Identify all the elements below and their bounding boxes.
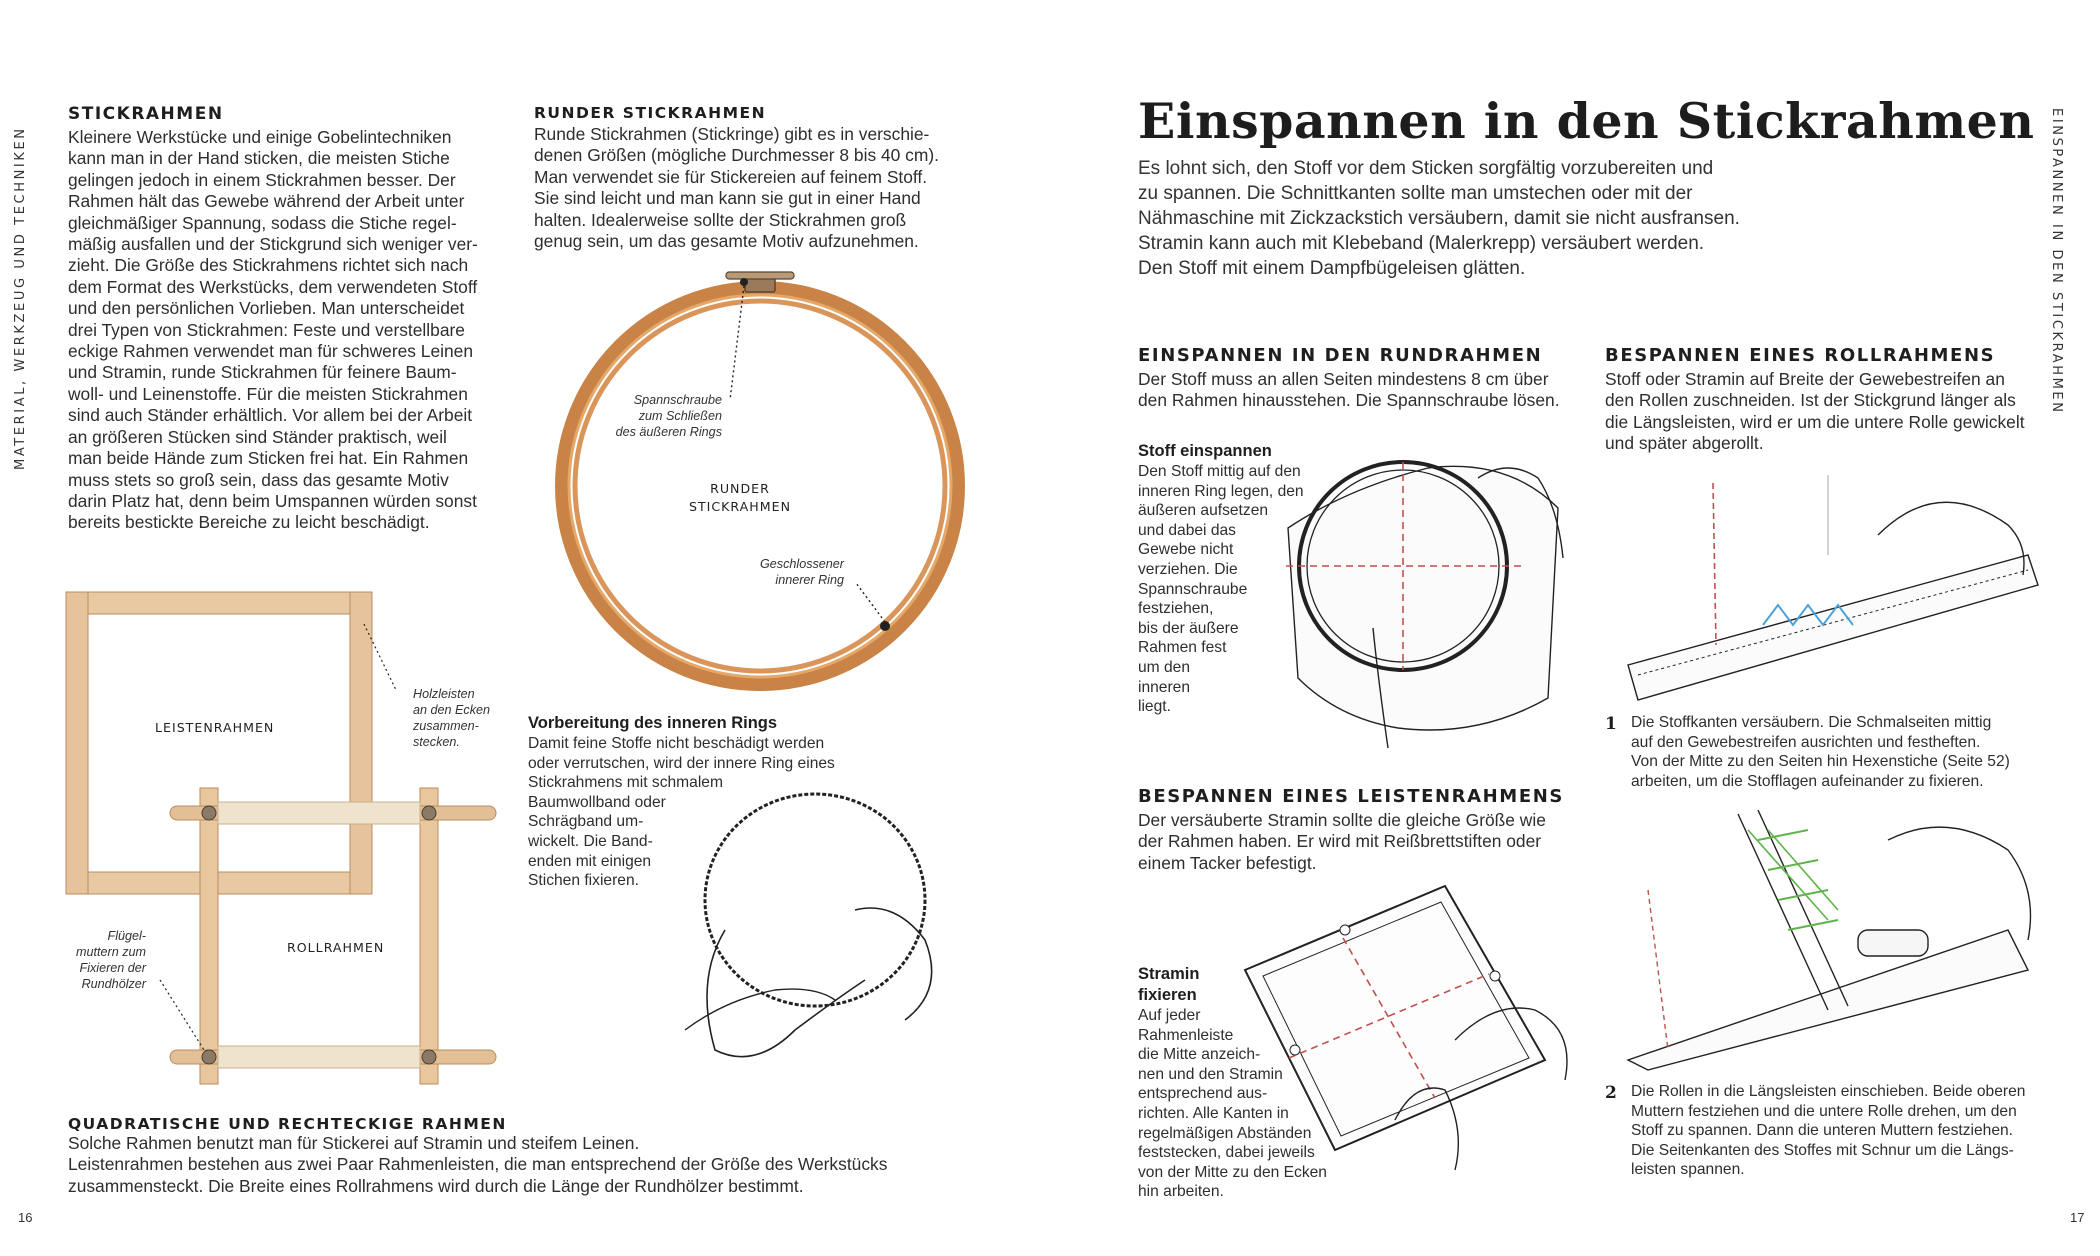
left-vertical-running-head: MATERIAL, WERKZEUG UND TECHNIKEN (13, 126, 28, 470)
text-line: Stramin kann auch mit Klebeband (Malerkrepp) versäubert werden. (1138, 233, 1705, 254)
quadratische-body (68, 1133, 968, 1197)
right-page-number: 17 (2070, 1210, 2085, 1225)
text-line: zusammensteckt. Die Breite eines Rollrahmens wird durch die Länge der Rundhölzer bestimmt. (68, 1175, 804, 1196)
runder-section (534, 104, 964, 252)
text-line: der Rahmen haben. Er wird mit Reißbrettstiften oder (1138, 831, 1542, 852)
text-line: regelmäßigen Abständen (1138, 1124, 1312, 1142)
rundrahmen-body (1138, 369, 1578, 412)
wingnut-caption: Flügel- muttern zum Fixieren der Rundhölzer (76, 929, 146, 991)
text-line: arbeiten, um die Stofflagen aufeinander zu fixieren. (1631, 772, 1984, 790)
roller-frame-illustration (160, 780, 520, 1090)
herringbone-stitch-illustration (1628, 475, 2040, 705)
text-line: Die Rollen in die Längsleisten einschieben. Beide oberen (1631, 1083, 2026, 1100)
text-line: Stickrahmens mit schmalem (528, 774, 723, 792)
text-line: Stoff oder Stramin auf Breite der Gewebestreifen an (1605, 369, 2005, 389)
rollrahmen-section (1605, 345, 2045, 455)
pinning-canvas-illustration (1245, 880, 1590, 1170)
stickrahmen-section (68, 104, 508, 534)
text-line: und Stramin, runde Stickrahmen für feinere Baum- (68, 362, 457, 383)
text-line: Leistenrahmen bestehen aus zwei Paar Rahmenleisten, die man entsprechend der Größe des Werkstücks (68, 1154, 888, 1175)
text-line: Solche Rahmen benutzt man für Stickerei auf Stramin und steifem Leinen. (68, 1133, 640, 1153)
step-2-number: 2 (1605, 1083, 1617, 1103)
text-line: richten. Alle Kanten in (1138, 1104, 1289, 1122)
right-vertical-running-head: EINSPANNEN IN DEN STICKRAHMEN (2049, 108, 2064, 415)
text-line: zu spannen. Die Schnittkanten sollte man umstechen oder mit der (1138, 183, 1693, 204)
text-line: die Mitte anzeich- (1138, 1046, 1261, 1064)
text-line: Gewebe nicht (1138, 541, 1234, 559)
text-line: Muttern festziehen und die untere Rolle drehen, um den (1631, 1102, 2017, 1120)
text-line: muss stets so groß sein, dass das gesamte Motiv (68, 469, 449, 490)
text-line: zieht. Die Größe des Stickrahmens richtet sich nach (68, 255, 469, 276)
stramin-fixieren-heading: Stramin fixieren (1138, 965, 1200, 1004)
stickrahmen-heading: STICKRAHMEN (68, 104, 224, 124)
text-line: inneren Ring legen, den (1138, 482, 1304, 500)
runder-heading: RUNDER STICKRAHMEN (534, 104, 767, 122)
text-line: Runde Stickrahmen (Stickringe) gibt es in verschie- (534, 124, 930, 144)
text-line: Auf jeder (1138, 1007, 1201, 1024)
text-line: Schrägband um- (528, 813, 644, 831)
text-line: um den (1138, 658, 1191, 676)
step-1 (1605, 713, 2045, 791)
text-line: inneren (1138, 678, 1191, 696)
text-line: festziehen, (1138, 600, 1214, 618)
leistenrahmen-body (1138, 810, 1578, 874)
vorbereitung-heading: Vorbereitung des inneren Rings (528, 714, 778, 732)
rollrahmen-body (1605, 369, 2045, 455)
text-line: hin arbeiten. (1138, 1183, 1224, 1201)
text-line: gelingen jedoch in einem Stickrahmen besser. Der (68, 169, 456, 190)
roller-frame-tensioning-illustration (1628, 810, 2040, 1070)
text-line: Sie sind leicht und man kann sie gut in einer Hand (534, 188, 921, 209)
leistenrahmen-section (1138, 786, 1578, 874)
rollrahmen-heading: BESPANNEN EINES ROLLRAHMENS (1605, 345, 1996, 366)
text-line: oder verrutschen, wird der innere Ring eines (528, 754, 835, 772)
text-line: und dabei das (1138, 521, 1236, 539)
text-line: von der Mitte zu den Ecken (1138, 1163, 1327, 1181)
round-hoop-label: RUNDER STICKRAHMEN (688, 481, 792, 514)
hands-hooping-fabric-illustration (1278, 448, 1568, 753)
text-line: woll- und Leinenstoffe. Für die meisten Stickrahmen (68, 383, 468, 404)
text-line: man beide Hände zum Sticken frei hat. Ein Rahmen (68, 448, 469, 469)
hoop-screw-bar (726, 272, 794, 279)
text-line: halten. Idealerweise sollte der Stickrahmen groß (534, 209, 907, 230)
text-line: leisten spannen. (1631, 1161, 1745, 1179)
text-line: Den Stoff mit einem Dampfbügeleisen glätten. (1138, 258, 1526, 279)
text-line: Von der Mitte zu den Seiten hin Hexenstiche (Seite 52) (1631, 753, 2010, 771)
text-line: feststecken, dabei jeweils (1138, 1144, 1315, 1162)
text-line: Den Stoff mittig auf den (1138, 463, 1301, 480)
text-line: bereits bestickte Bereiche zu leicht beschädigt. (68, 512, 430, 533)
text-line: Nähmaschine mit Zickzackstich versäubern, damit sie nicht ausfransen. (1138, 208, 1740, 229)
text-line: äußeren aufsetzen (1138, 502, 1269, 520)
left-page-number: 16 (18, 1210, 33, 1225)
text-line: denen Größen (mögliche Durchmesser 8 bis 40 cm). (534, 145, 939, 166)
screw-caption: Spannschraube zum Schließen des äußeren Rings (615, 393, 722, 439)
intro-text (1138, 156, 1778, 281)
text-line: enden mit einigen (528, 852, 652, 870)
text-line: drei Typen von Stickrahmen: Feste und verstellbare (68, 319, 465, 340)
text-line: den Rollen zuschneiden. Ist der Stickgrund länger als (1605, 390, 2016, 411)
text-line: darin Platz hat, denn beim Umspannen würden sonst (68, 490, 477, 511)
text-line: sind auch Ständer erhältlich. Vor allem bei der Arbeit (68, 405, 473, 426)
step-2 (1605, 1082, 2045, 1180)
text-line: an größeren Stücken sind Ständer praktisch, weil (68, 426, 447, 447)
text-line: Rahmen hält das Gewebe während der Arbeit unter (68, 191, 465, 212)
text-line: Man verwendet sie für Stickereien auf feinem Stoff. (534, 166, 928, 187)
inner-ring-caption: Geschlossener innerer Ring (760, 557, 844, 587)
rundrahmen-section (1138, 345, 1578, 412)
slate-wood-caption: Holzleisten an den Ecken zusammen- stecken. (413, 687, 491, 749)
text-line: Damit feine Stoffe nicht beschädigt werden (528, 735, 825, 752)
text-line: die Längsleisten, wird er um die untere Rolle gewickelt (1605, 411, 2025, 432)
text-line: Der versäuberte Stramin sollte die gleiche Größe wie (1138, 810, 1546, 830)
text-line: nen und den Stramin (1138, 1065, 1283, 1083)
text-line: einem Tacker befestigt. (1138, 852, 1317, 873)
text-line: wickelt. Die Band- (528, 832, 653, 850)
page-title: Einspannen in den Stickrahmen (1138, 92, 2035, 150)
runder-body (534, 124, 964, 252)
text-line: Die Stoffkanten versäubern. Die Schmalseiten mittig (1631, 714, 1992, 731)
text-line: genug sein, um das gesamte Motiv aufzunehmen. (534, 231, 919, 252)
quadratische-section (68, 1115, 968, 1197)
text-line: Kleinere Werkstücke und einige Gobelintechniken (68, 127, 452, 147)
text-line: bis der äußere (1138, 619, 1239, 637)
text-line: kann man in der Hand sticken, die meisten Stiche (68, 148, 450, 169)
text-line: dem Format des Werkstücks, dem verwendeten Stoff (68, 276, 478, 297)
leistenrahmen-heading: BESPANNEN EINES LEISTENRAHMENS (1138, 786, 1564, 807)
text-line: Der Stoff muss an allen Seiten mindestens 8 cm über (1138, 369, 1549, 389)
slate-frame-label: LEISTENRAHMEN (155, 720, 275, 735)
step-1-number: 1 (1605, 714, 1617, 734)
text-line: Es lohnt sich, den Stoff vor dem Sticken sorgfältig vorzubereiten und (1138, 158, 1714, 179)
step-2-body (1631, 1082, 2045, 1180)
hand-wrapping-ring-illustration (665, 790, 965, 1080)
text-line: Baumwollband oder (528, 793, 666, 811)
text-line: den Rahmen hinausstehen. Die Spannschraube lösen. (1138, 390, 1560, 411)
step-1-body (1631, 713, 2045, 791)
text-line: Spannschraube (1138, 580, 1248, 598)
text-line: verziehen. Die (1138, 560, 1238, 578)
text-line: eckige Rahmen verwendet man für schweres Leinen (68, 341, 474, 362)
stickrahmen-body (68, 127, 508, 534)
text-line: gleichmäßiger Spannung, sodass die Stiche regel- (68, 212, 457, 233)
rundrahmen-heading: EINSPANNEN IN DEN RUNDRAHMEN (1138, 345, 1543, 366)
text-line: und später abgerollt. (1605, 433, 1764, 454)
text-line: Stichen fixieren. (528, 872, 639, 890)
text-line: liegt. (1138, 698, 1171, 716)
text-line: Rahmen fest (1138, 639, 1227, 657)
text-line: und den persönlichen Vorlieben. Man unterscheidet (68, 298, 465, 319)
text-line: auf den Gewebestreifen ausrichten und festheften. (1631, 733, 1981, 751)
text-line: entsprechend aus- (1138, 1085, 1268, 1103)
round-hoop-illustration (540, 268, 980, 688)
stoff-einspannen-heading: Stoff einspannen (1138, 442, 1272, 460)
roller-frame-label: ROLLRAHMEN (287, 940, 385, 955)
text-line: mäßig ausfallen und der Stickgrund sich weniger ver- (68, 234, 478, 255)
text-line: Rahmenleiste (1138, 1026, 1234, 1044)
text-line: Stoff zu spannen. Dann die unteren Muttern festziehen. (1631, 1122, 2014, 1140)
text-line: Die Seitenkanten des Stoffes mit Schnur um die Längs- (1631, 1141, 2014, 1159)
quadratische-heading: QUADRATISCHE UND RECHTECKIGE RAHMEN (68, 1115, 507, 1133)
